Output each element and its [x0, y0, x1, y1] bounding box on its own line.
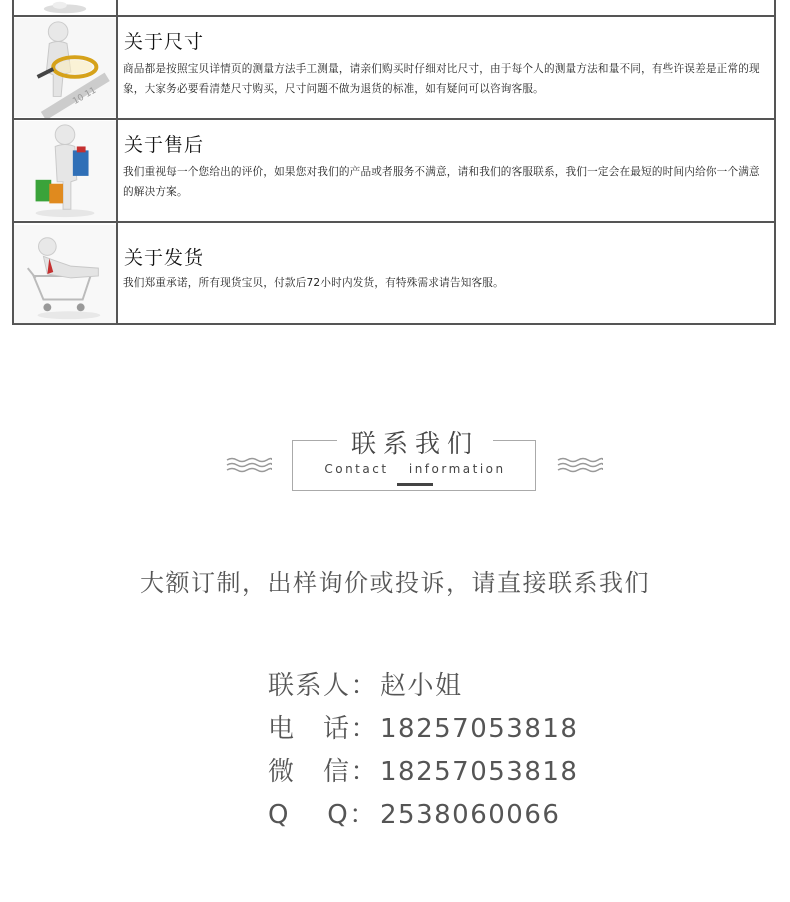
faq-heading: 关于售后: [124, 134, 205, 156]
contact-line-person: [268, 665, 463, 702]
contact-line-phone: [268, 708, 578, 745]
svg-text:10 11: 10 11: [71, 85, 99, 107]
contact-value: 赵小姐: [380, 671, 463, 701]
contact-value: 2538060066: [380, 800, 561, 830]
shopping-figure-icon: [14, 120, 116, 221]
cart-figure-icon: [14, 223, 116, 325]
faq-body: 我们重视每一个您给出的评价，如果您对我们的产品或者服务不满意，请和我们的客服联系，我们一定会在最短的时间内给你一个满意的解决方案。: [123, 166, 760, 198]
faq-heading: 关于尺寸: [124, 31, 205, 53]
contact-title: [293, 424, 537, 460]
contact-value: 18257053818: [380, 714, 579, 744]
faq-icon-cell: [14, 120, 118, 221]
previous-icon-cell: [14, 0, 118, 15]
faq-row-size: [14, 17, 774, 120]
faq-row-previous: [14, 0, 774, 17]
faq-body: 我们郑重承诺，所有现货宝贝，付款后72小时内发货，有特殊需求请告知客服。: [123, 277, 504, 289]
contact-title-text: 联系我们: [337, 429, 493, 458]
wave-right-icon: [557, 457, 603, 473]
faq-heading: 关于发货: [124, 247, 205, 269]
faq-icon-cell: [14, 223, 118, 325]
faq-text-cell: [120, 223, 768, 325]
contact-subtitle: Contact information: [324, 462, 506, 476]
contact-label: 联系人：: [268, 671, 379, 701]
faq-row-after-sales: [14, 120, 774, 223]
faq-text-cell: [120, 17, 768, 118]
contact-value: 18257053818: [380, 757, 579, 787]
faq-row-shipping: [14, 223, 774, 325]
contact-line-wechat: [268, 751, 578, 788]
contact-line-qq: [268, 794, 560, 831]
magnifier-figure-icon: [14, 17, 116, 118]
wave-left-icon: [226, 457, 272, 473]
contact-label: 电 话：: [268, 714, 379, 744]
contact-tagline: 大额订制，出样询价或投诉，请直接联系我们: [140, 569, 650, 597]
faq-icon-cell: [14, 17, 118, 118]
contact-label: Q Q：: [268, 800, 377, 830]
contact-underline: [397, 483, 433, 486]
contact-label: 微 信：: [268, 757, 379, 787]
faq-table: [12, 0, 776, 325]
faq-body: 商品都是按照宝贝详情页的测量方法手工测量，请亲们购买时仔细对比尺寸，由于每个人的测量方法和量不同，有些许误差是正常的现象，大家务必要看清楚尺寸购买，尺寸问题不做为退货的标准，如有疑问可以咨询客服。: [123, 63, 760, 95]
figure-feet-icon: [14, 0, 116, 15]
faq-text-cell: [120, 120, 768, 221]
